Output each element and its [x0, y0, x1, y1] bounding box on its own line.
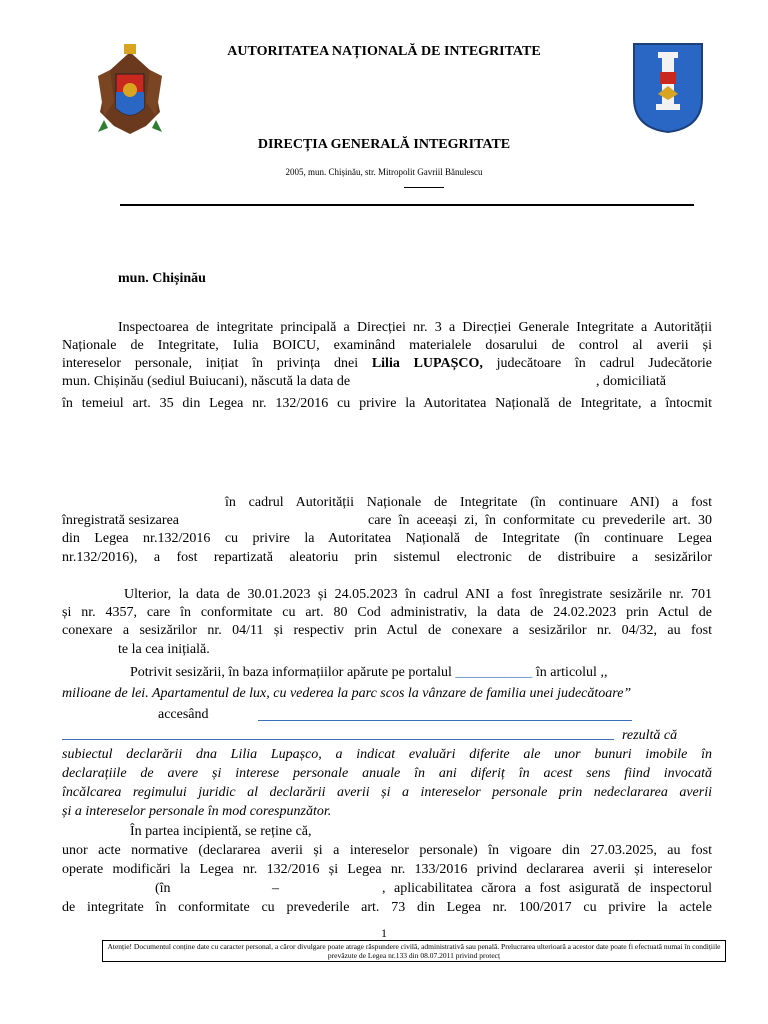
para5-line4-b: –: [272, 881, 279, 896]
para4-line1-c: în articolul ,,: [532, 665, 608, 680]
address-line: 2005, mun. Chișinău, str. Mitropolit Gavriil Bănulescu: [285, 167, 483, 177]
para1-line4-b: , domiciliată: [596, 374, 666, 389]
para5-line2: unor acte normative (declararea averii și a intereselor personale) în vigoare din 27.03.2025, au fost: [62, 843, 712, 858]
authority-title: AUTORITATEA NAȚIONALĂ DE INTEGRITATE: [227, 44, 541, 59]
para4-line6: declarațiile de avere și interese personale anuale în ani diferiț în acest sens fiind invocată: [62, 766, 712, 781]
footer-disclaimer: Atenție! Documentul conține date cu caracter personal, a căror divulgare poate atrage răspundere civilă, administrativă sau penală. Prelucrarea ulterioară a acestor date poate fi efectuată numai în condițiile prevăzute de Legea nr.133 din 08.07.2011 privind protecț: [102, 940, 726, 962]
subject-name: Lilia LUPAȘCO,: [371, 356, 483, 371]
link-underline-1: [258, 720, 632, 721]
para2-line2-b: care în aceeași zi, în conformitate cu prevederile art. 30: [368, 513, 712, 528]
para4-line8: și a intereselor personale în mod corespunzător.: [62, 804, 332, 819]
para4-line7: încălcarea regimului juridic al declarării averii și a intereselor personale prin nedeclararea averii: [62, 785, 712, 800]
para1-line3-c: judecătoare în cadrul Judecătorie: [482, 356, 712, 371]
address-underline: [404, 187, 444, 188]
para4-line1: [130, 664, 607, 682]
para5-line3: operate modificări la Legea nr. 132/2016 și Legea nr. 133/2016 privind declararea averii și intereselor: [62, 862, 712, 877]
header-divider: [120, 204, 694, 206]
para3-line4: te la cea inițială.: [118, 642, 210, 657]
para1-line5: în temeiul art. 35 din Legea nr. 132/2016 cu privire la Autoritatea Națională de Integritate, a întocmit: [62, 396, 712, 411]
portal-blank: ___________: [455, 665, 533, 680]
para3-line2: și nr. 4357, care în conformitate cu art. 80 Cod administrativ, la data de 24.02.2023 prin Actul de: [62, 605, 712, 620]
para4-line4: rezultă că: [622, 728, 678, 743]
para4-line2: milioane de lei. Apartamentul de lux, cu vederea la parc scos la vânzare de familia unei judecătoare”: [62, 686, 632, 701]
para5-line4-c: , aplicabilitatea cărora a fost asigurată de inspectorul: [382, 881, 712, 896]
place-label: mun. Chișinău: [118, 271, 206, 286]
para1-line3-a: intereselor personale, inițiat în privința dnei: [62, 356, 372, 371]
page-number: 1: [381, 926, 387, 940]
directorate-title: DIRECȚIA GENERALĂ INTEGRITATE: [257, 137, 511, 152]
para2-line4: nr.132/2016), a fost repartizată aleatoriu prin sistemul electronic de distribuire a sesizărilor: [62, 550, 712, 565]
para1-line3: [62, 355, 712, 373]
para4-line5: subiectul declarării dna Lilia Lupașco, a indicat evaluări diferite ale unor bunuri imobile în: [62, 747, 712, 762]
para4-line3: accesând: [158, 707, 209, 722]
para5-line1: În partea incipientă, se reține că,: [130, 824, 312, 839]
para1-line4-a: mun. Chișinău (sediul Buiucani), născută la data de: [62, 374, 351, 389]
para3-line1: Ulterior, la data de 30.01.2023 și 24.05.2023 în cadrul ANI a fost înregistrate sesizările nr. 701: [124, 587, 712, 602]
para5-line4-a: (în: [155, 881, 171, 896]
link-underline-2: [62, 739, 614, 740]
para2-line1: în cadrul Autorității Naționale de Integritate (în continuare ANI) a fost: [225, 495, 712, 510]
para2-line3: din Legea nr.132/2016 cu privire la Autoritatea Națională de Integritate (în continuare Legea: [62, 531, 712, 546]
para3-line3: conexare a sesizărilor nr. 04/11 și respectiv prin Actul de conexare a sesizărilor nr. 04/32, au fost: [62, 623, 712, 638]
para2-line2-a: înregistrată sesizarea: [62, 513, 179, 528]
para5-line5: de integritate în conformitate cu prevederile art. 73 din Legea nr. 100/2017 cu privire la actele: [62, 900, 712, 915]
para4-line1-a: Potrivit sesizării, în baza informațiilor apărute pe portalul: [130, 665, 456, 680]
para1-line1: Inspectoarea de integritate principală a Direcției nr. 3 a Direcției Generale Integritate a Autorității: [118, 320, 712, 335]
para1-line2: Naționale de Integritate, Iulia BOICU, examinând materialele dosarului de control al averii și: [62, 338, 712, 353]
